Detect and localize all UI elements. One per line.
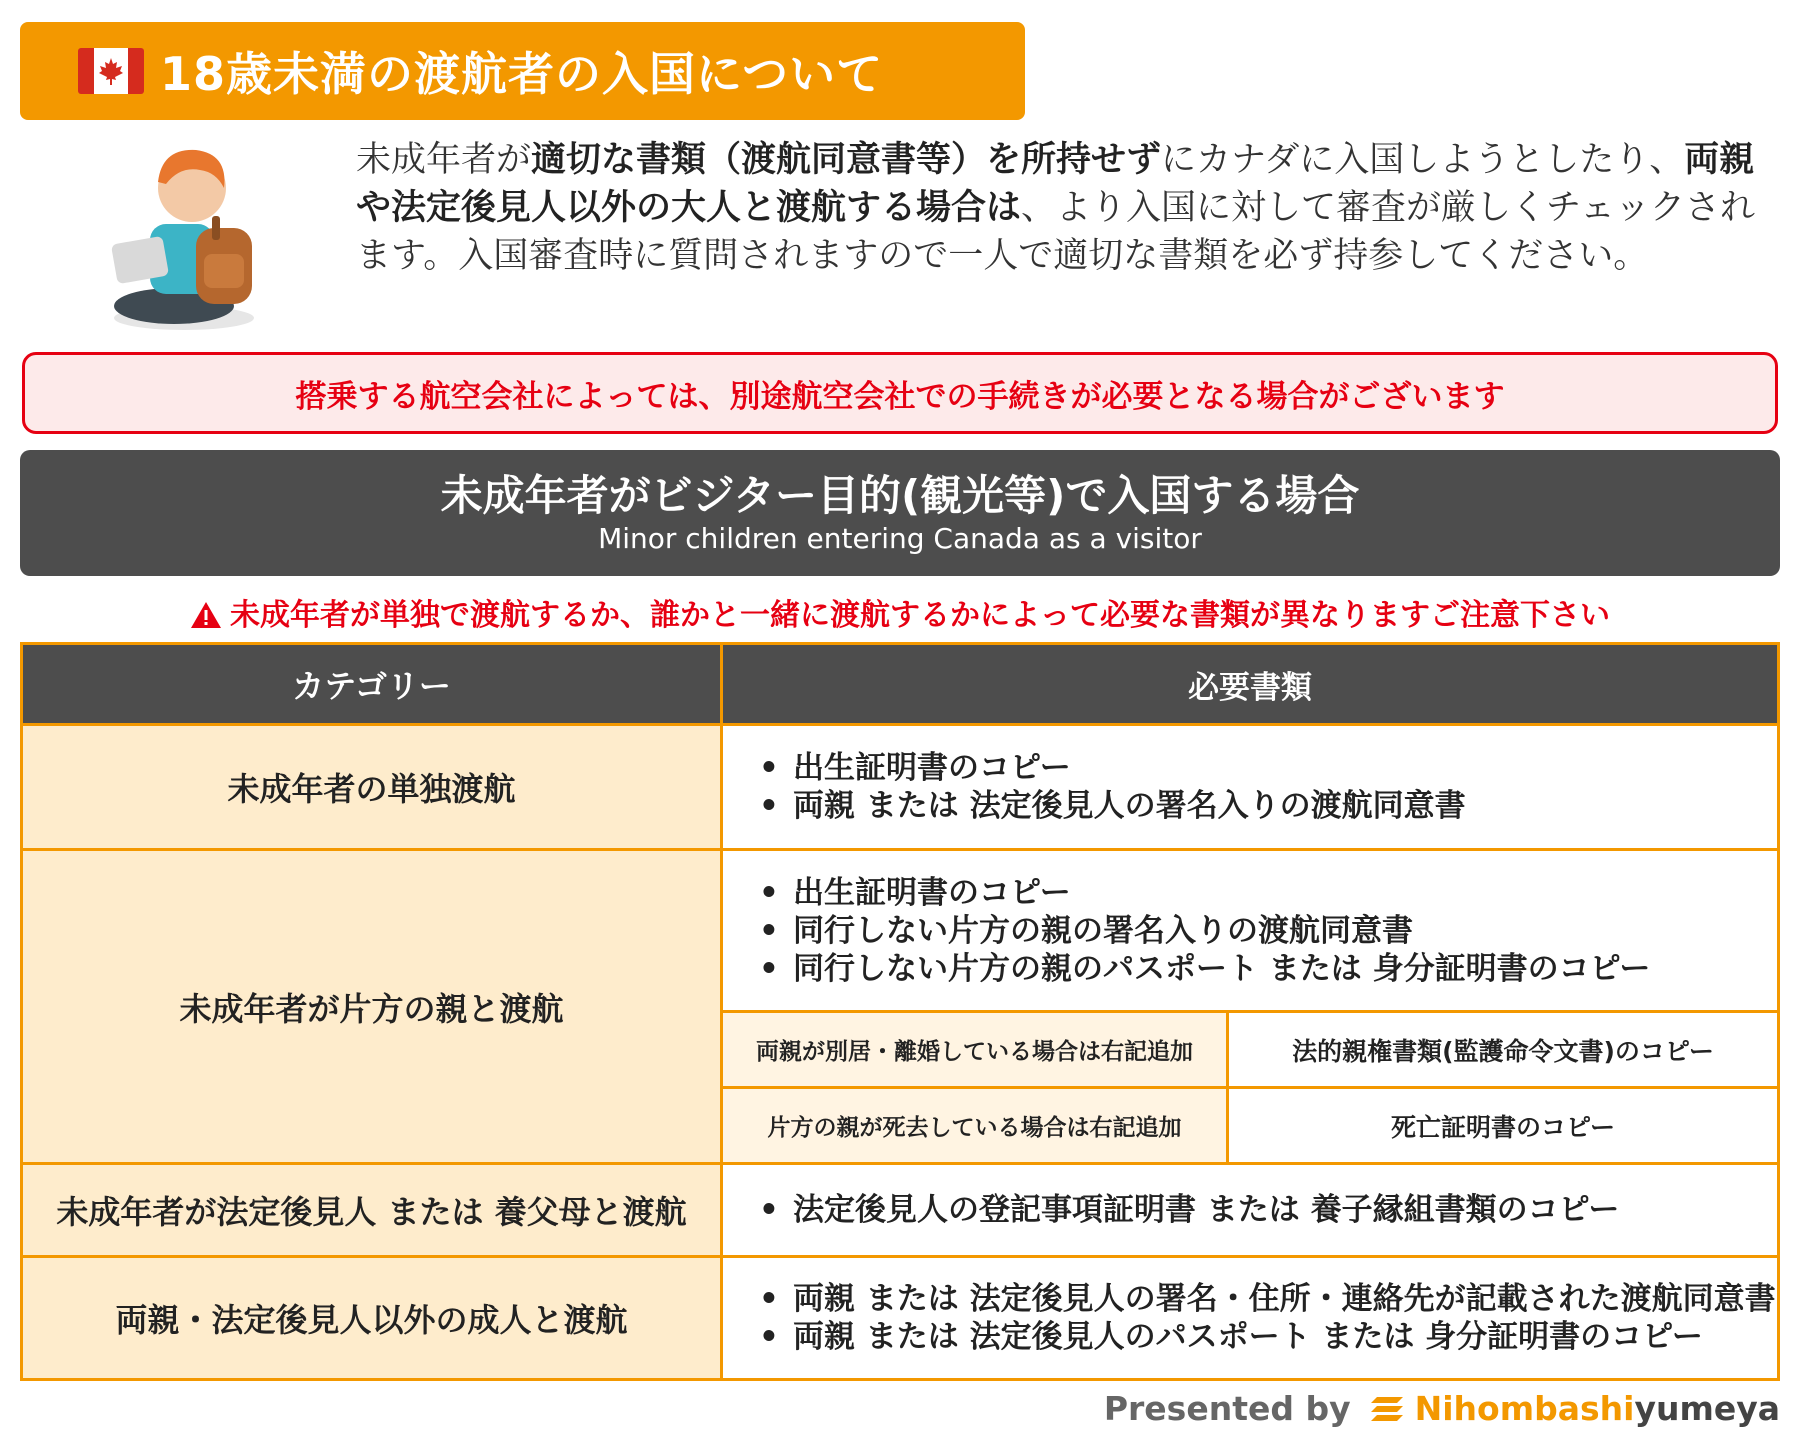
document-item: • 両親 または 法定後見人の署名・住所・連絡先が記載された渡航同意書 bbox=[793, 1280, 1777, 1318]
airline-notice-box bbox=[22, 352, 1778, 434]
section-title: 未成年者がビジター目的(観光等)で入国する場合 bbox=[440, 471, 1360, 520]
condition-label: 片方の親が死去している場合は右記追加 bbox=[723, 1089, 1229, 1162]
document-item: • 同行しない片方の親の署名入りの渡航同意書 bbox=[793, 912, 1650, 950]
warning-text: 未成年者が単独で渡航するか、誰かと一緒に渡航するかによって必要な書類が異なりますご注意下さい bbox=[230, 598, 1610, 633]
document-item: • 同行しない片方の親のパスポート または 身分証明書のコピー bbox=[793, 950, 1650, 988]
title-banner bbox=[20, 22, 1025, 120]
conditional-row bbox=[723, 1013, 1777, 1086]
condition-document: 法的親権書類(監護命令文書)のコピー bbox=[1292, 1036, 1714, 1066]
brand-name-part2: yumeya bbox=[1634, 1389, 1780, 1428]
intro-segment: 未成年者が bbox=[356, 140, 532, 180]
header-category: カテゴリー bbox=[23, 645, 723, 723]
table-row bbox=[23, 723, 1777, 848]
intro-segment: にカナダに入国しようとしたり、 bbox=[1161, 140, 1685, 180]
presented-by-text: Presented by bbox=[1103, 1389, 1351, 1428]
canada-flag-icon bbox=[78, 48, 144, 94]
traveler-boy-illustration bbox=[104, 136, 264, 332]
table-row bbox=[23, 848, 1777, 1162]
table-row bbox=[23, 1162, 1777, 1255]
row-documents bbox=[723, 1258, 1777, 1378]
row-category: 未成年者が片方の親と渡航 bbox=[23, 851, 723, 1162]
intro-paragraph bbox=[356, 136, 1756, 280]
row-documents bbox=[723, 851, 1777, 1162]
document-item: • 出生証明書のコピー bbox=[793, 749, 1777, 787]
conditional-rows bbox=[723, 1010, 1777, 1162]
airline-notice-text: 搭乗する航空会社によっては、別途航空会社での手続きが必要となる場合がございます bbox=[295, 378, 1505, 415]
conditional-row bbox=[723, 1086, 1777, 1162]
section-subtitle: Minor children entering Canada as a visitor bbox=[598, 522, 1202, 555]
document-item: • 法定後見人の登記事項証明書 または 養子縁組書類のコピー bbox=[793, 1191, 1777, 1229]
intro-segment: 、より入国に対して審査が厳しくチェックされます。入国審査時に質問されますので一人で適切な書類を必ず持参してください。 bbox=[356, 188, 1755, 276]
condition-document: 死亡証明書のコピー bbox=[1390, 1112, 1615, 1142]
intro-segment-bold: 適切な書類（渡航同意書等）を所持せず bbox=[531, 140, 1162, 180]
row-category: 未成年者の単独渡航 bbox=[23, 726, 723, 848]
footer-credit bbox=[1104, 1389, 1780, 1428]
table-row bbox=[23, 1255, 1777, 1378]
document-item: • 両親 または 法定後見人のパスポート または 身分証明書のコピー bbox=[793, 1318, 1777, 1356]
row-category: 両親・法定後見人以外の成人と渡航 bbox=[23, 1258, 723, 1378]
intro-segment-bold: 両親や法定後見人以外の大人と渡航する場合は bbox=[356, 140, 1755, 228]
section-header bbox=[20, 450, 1780, 576]
row-category: 未成年者が法定後見人 または 養父母と渡航 bbox=[23, 1165, 723, 1255]
header-documents: 必要書類 bbox=[723, 645, 1777, 723]
row-documents bbox=[723, 726, 1777, 848]
yumeya-logo-icon bbox=[1369, 1395, 1405, 1423]
requirements-table bbox=[20, 642, 1780, 1381]
warning-triangle-icon bbox=[190, 601, 222, 629]
page-title: 18歳未満の渡航者の入国について bbox=[160, 47, 884, 101]
row-documents bbox=[723, 1165, 1777, 1255]
condition-label: 両親が別居・離婚している場合は右記追加 bbox=[723, 1013, 1229, 1086]
table-header-row bbox=[23, 645, 1777, 723]
document-item: • 出生証明書のコピー bbox=[793, 874, 1650, 912]
brand-name-part1: Nihombashi bbox=[1414, 1389, 1635, 1428]
document-item: • 両親 または 法定後見人の署名入りの渡航同意書 bbox=[793, 787, 1777, 825]
warning-line bbox=[0, 590, 1800, 634]
